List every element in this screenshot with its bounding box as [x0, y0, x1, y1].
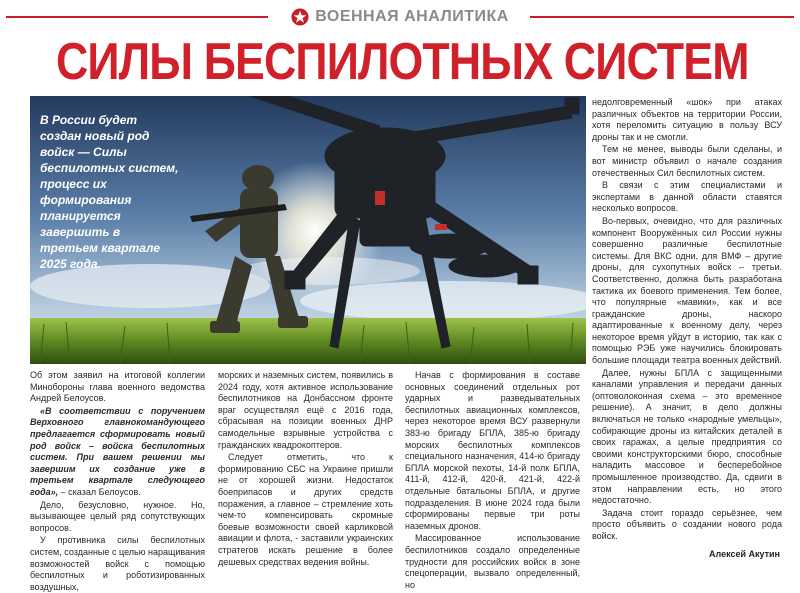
article-column-2 — [218, 370, 393, 569]
col1-paragraph-1: Об этом заявил на итоговой коллегии Минобороны глава военного ведомства Андрей Белоусов. — [30, 370, 205, 404]
col1-quote: «В соответствии с поручением Верховного главнокомандующего предлагается сформировать новый род войск – войска беспилотных систем. При вашем решении мы завершим их создание уже в третьем квартале следующего года», — [30, 405, 205, 497]
col4-paragraph-1: недолговременный «шок» при атаках различных объектов на территории России, хотя переломить ситуацию в пользу ВСУ дроны так и не смогли. — [592, 97, 782, 142]
col4-paragraph-5: Далее, нужны БПЛА с защищенными каналами управления и передачи данных (оптоволоконная схема – это временное решение). А значит, в дело должны включаться не только «народные умельцы», собирающие дроны из китайских деталей в своих гаражах, а целые предприятия со своими конструкторскими бюро, способные наладить массовое и бесперебойное промышленное производство. Да, сдвиги в этом направлении есть, но этого недостаточно. — [592, 367, 782, 506]
article-column-4 — [592, 97, 782, 544]
rubric-rule-right — [530, 16, 794, 18]
article-column-3 — [405, 370, 580, 592]
col1-quote-tail: – сказал Белоусов. — [58, 486, 141, 497]
col1-paragraph-3: Дело, безусловно, нужное. Но, вызывающее целый ряд сопутствующих вопросов. — [30, 499, 205, 533]
col2-paragraph-2: Следует отметить, что к формированию СБС на Украине пришли не от хорошей жизни. Недостаток боеприпасов и других средств поражения, а главное – стремление хоть чем-то компенсировать скромные боевые возможности своей карликовой авиации и флота, - заставили украинских стратегов искать решение в более дешевых средствах ведения войны. — [218, 452, 393, 567]
lead-text: В России будет создан новый род войск — Силы беспилотных систем, процесс их формирования планируется завершить в третьем квартале 2025 года. — [40, 113, 179, 271]
rubric — [272, 4, 528, 30]
col1-paragraph-4: У противника силы беспилотных систем, созданные с целью наращивания возможностей войск с помощью беспилотных и роботизированных воздушных, — [30, 535, 205, 592]
col4-paragraph-4: Во-первых, очевидно, что для различных компонент Вооружённых сил России нужны совершенно различные беспилотные системы. Для ВКС одни, для ВМФ – другие дроны, для сухопутных войск – третьи. Соответственно, должна быть разработана тактика их боевого применения. Тем более, что популярные «мавики», как и все гражданские дроны, наскоро адаптированные к военному делу, через некоторое время уйдут в историю, так как с помощью РЭБ уже научились блокировать большие площади театра военных действий. — [592, 215, 782, 366]
rubric-label: ВОЕННАЯ АНАЛИТИКА — [315, 8, 509, 25]
author-signature: Алексей Акутин — [708, 549, 780, 559]
rubric-rule-left — [6, 16, 268, 18]
col3-paragraph-1: Начав с формирования в составе основных соединений отдельных рот ударных и разведывательных беспилотных авиационных комплексов, через некоторое время ВСУ развернули 383-ю бригаду БПЛА, 385-ю бригаду морских беспилотных комплексов специального назначения, 414-ю бригаду БПЛА морской пехоты, 14-й полк БПЛА, 411-й, 412-й, 420-й, 421-й, 422-й отдельные батальоны БПЛА, и другие подразделения. В июне 2024 года были сформированы первые три роты наземных дронов. — [405, 370, 580, 531]
col4-paragraph-3: В связи с этим специалистами и экспертами в данной области ставятся несколько вопросов. — [592, 180, 782, 214]
article-column-1 — [30, 370, 205, 593]
col1-quote-paragraph — [30, 406, 205, 499]
col4-paragraph-2: Тем не менее, выводы были сделаны, и вот министр объявил о начале создания отечественных Сил беспилотных систем. — [592, 144, 782, 178]
headline: СИЛЫ БЕСПИЛОТНЫХ СИСТЕМ — [56, 33, 749, 91]
star-icon — [291, 8, 309, 26]
col2-paragraph-1: морских и наземных систем, появились в 2024 году, хотя активное использование беспилотников на Донбассном фронте враг осуществлял ещё с 2016 года, сбрасывая на позиции военных ДНР самодельные взрывные устройства с гражданских квадрокоптеров. — [218, 370, 393, 450]
col4-paragraph-6: Задача стоит гораздо серьёзнее, чем просто объявить о создании нового рода войск. — [592, 507, 782, 541]
col3-paragraph-2: Массированное использование беспилотников создало определенные трудности для российских войск в зоне спецоперации, вызвало определенный, но — [405, 533, 580, 590]
